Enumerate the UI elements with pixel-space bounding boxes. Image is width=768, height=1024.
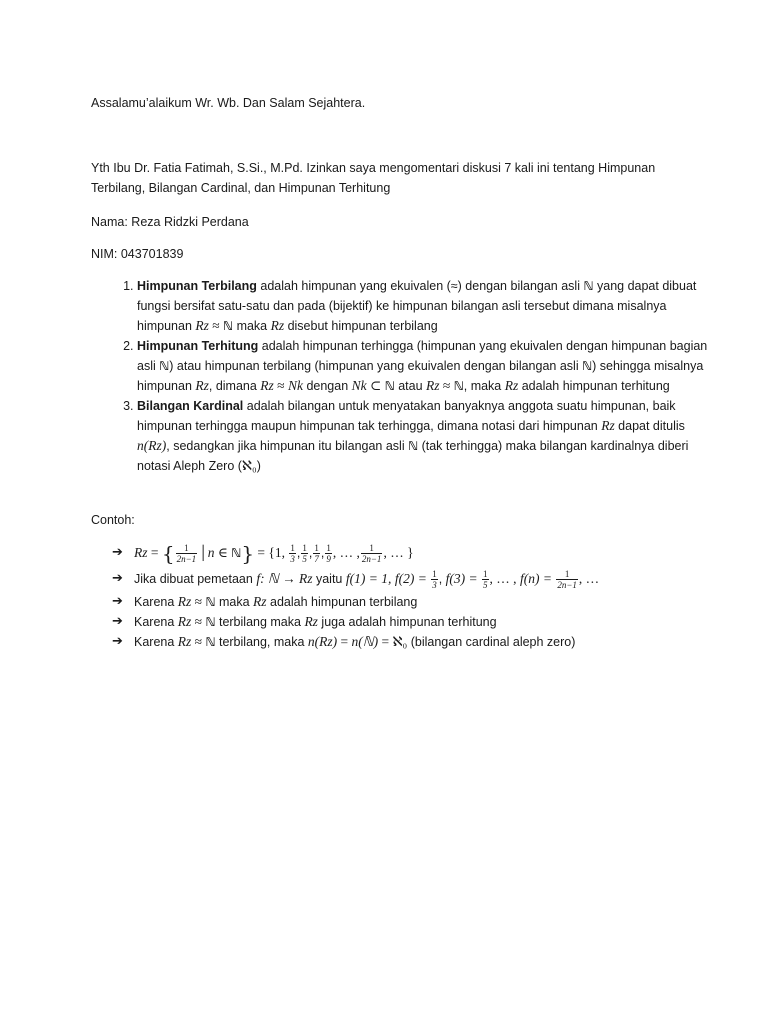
arrow-icon: ➔ — [112, 545, 123, 560]
fraction: $\frac{1}{5}$ — [302, 543, 307, 565]
definition-item: 1. Himpunan Terbilang adalah himpunan yang ekuivalen (≈) dengan bilangan asli ℕ yang dapat dibuat fungsi bersifat satu-satu dan pada (bijektif) ke himpunan bilangan asli tersebut dimana misalnya himpunan Rz ≈ ℕ maka Rz disebut himpunan terbilang — [137, 276, 717, 336]
definition-term: Bilangan Kardinal — [137, 399, 244, 413]
intro-paragraph: Yth Ibu Dr. Fatia Fatimah, S.Si., M.Pd. Izinkan saya mengomentari diskusi 7 kali ini tentang Himpunan Terbilang, Bilangan Cardinal, dan Himpunan Terhitung — [91, 161, 656, 195]
fraction: $\frac{1}{2n-1}$ — [176, 543, 197, 565]
example-item: ➔ Karena Rz ≈ ℕ terbilang, maka n(Rz) = n(ℕ) = ℵ₀ (bilangan cardinal aleph zero) — [112, 632, 712, 652]
fraction: $\frac{1}{2n-1}$ — [557, 569, 577, 591]
example-item: ➔ Karena Rz ≈ ℕ maka Rz adalah himpunan terbilang — [112, 592, 712, 612]
arrow-icon: ➔ — [112, 571, 123, 586]
examples-list — [112, 540, 712, 652]
definition-item: 2. Himpunan Terhitung adalah himpunan terhingga (himpunan yang ekuivalen dengan himpunan bagian asli ℕ) atau himpunan terbilang (himpunan yang ekuivalen dengan bilangan asli ℕ) sehingga misalnya himpunan Rz, dimana Rz ≈ Nk dengan Nk ⊂ ℕ atau Rz ≈ ℕ, maka Rz adalah himpunan terhitung — [137, 336, 717, 396]
definition-item: 3. Bilangan Kardinal adalah bilangan untuk menyatakan banyaknya anggota suatu himpunan, baik himpunan terhingga maupun himpunan tak terhingga, dimana notasi dari himpunan Rz dapat ditulis n(Rz), sedangkan jika himpunan itu bilangan asli ℕ (tak terhingga) maka bilangan kardinalnya diberi notasi Aleph Zero (ℵ₀) — [137, 396, 717, 476]
example-item: ➔ Karena Rz ≈ ℕ terbilang maka Rz juga adalah himpunan terhitung — [112, 612, 712, 632]
example-item: ➔ Jika dibuat pemetaan f: ℕ → Rz yaitu f(1) = 1, f(2) = $\frac{1}{3}$ , f(3) = $\frac{1}{5}$ , … , f(n) = $\frac{1}{2n-1}$ , … — [112, 566, 712, 592]
fraction: $\frac{1}{5}$ — [483, 569, 488, 591]
fraction: $\frac{1}{3}$ — [432, 569, 437, 591]
nim-line: NIM: 043701839 — [91, 247, 184, 261]
nama-line: Nama: Reza Ridzki Perdana — [91, 215, 249, 229]
arrow-icon: ➔ — [112, 594, 123, 609]
fraction: $\frac{1}{7}$ — [314, 543, 319, 565]
greeting: Assalamu’alaikum Wr. Wb. Dan Salam Sejahtera. — [91, 96, 366, 110]
fraction: $\frac{1}{3}$ — [290, 543, 295, 565]
example-item: ➔ Rz = { $\frac{1}{2n-1}$ │n ∈ ℕ} = {1, $\frac{1}{3}$ , $\frac{1}{5}$ , $\frac{1}{7}$ , $\frac{1}{9}$ , … , $\frac{1}{2n-1}$ , … } — [112, 541, 414, 566]
arrow-icon: ➔ — [112, 634, 123, 649]
definition-term: Himpunan Terhitung — [137, 339, 259, 353]
definitions-list — [91, 276, 717, 476]
fraction: $\frac{1}{9}$ — [326, 543, 331, 565]
fraction: $\frac{1}{2n-1}$ — [361, 543, 382, 565]
arrow-icon: ➔ — [112, 614, 123, 629]
definition-term: Himpunan Terbilang — [137, 279, 257, 293]
contoh-label: Contoh: — [91, 513, 135, 527]
